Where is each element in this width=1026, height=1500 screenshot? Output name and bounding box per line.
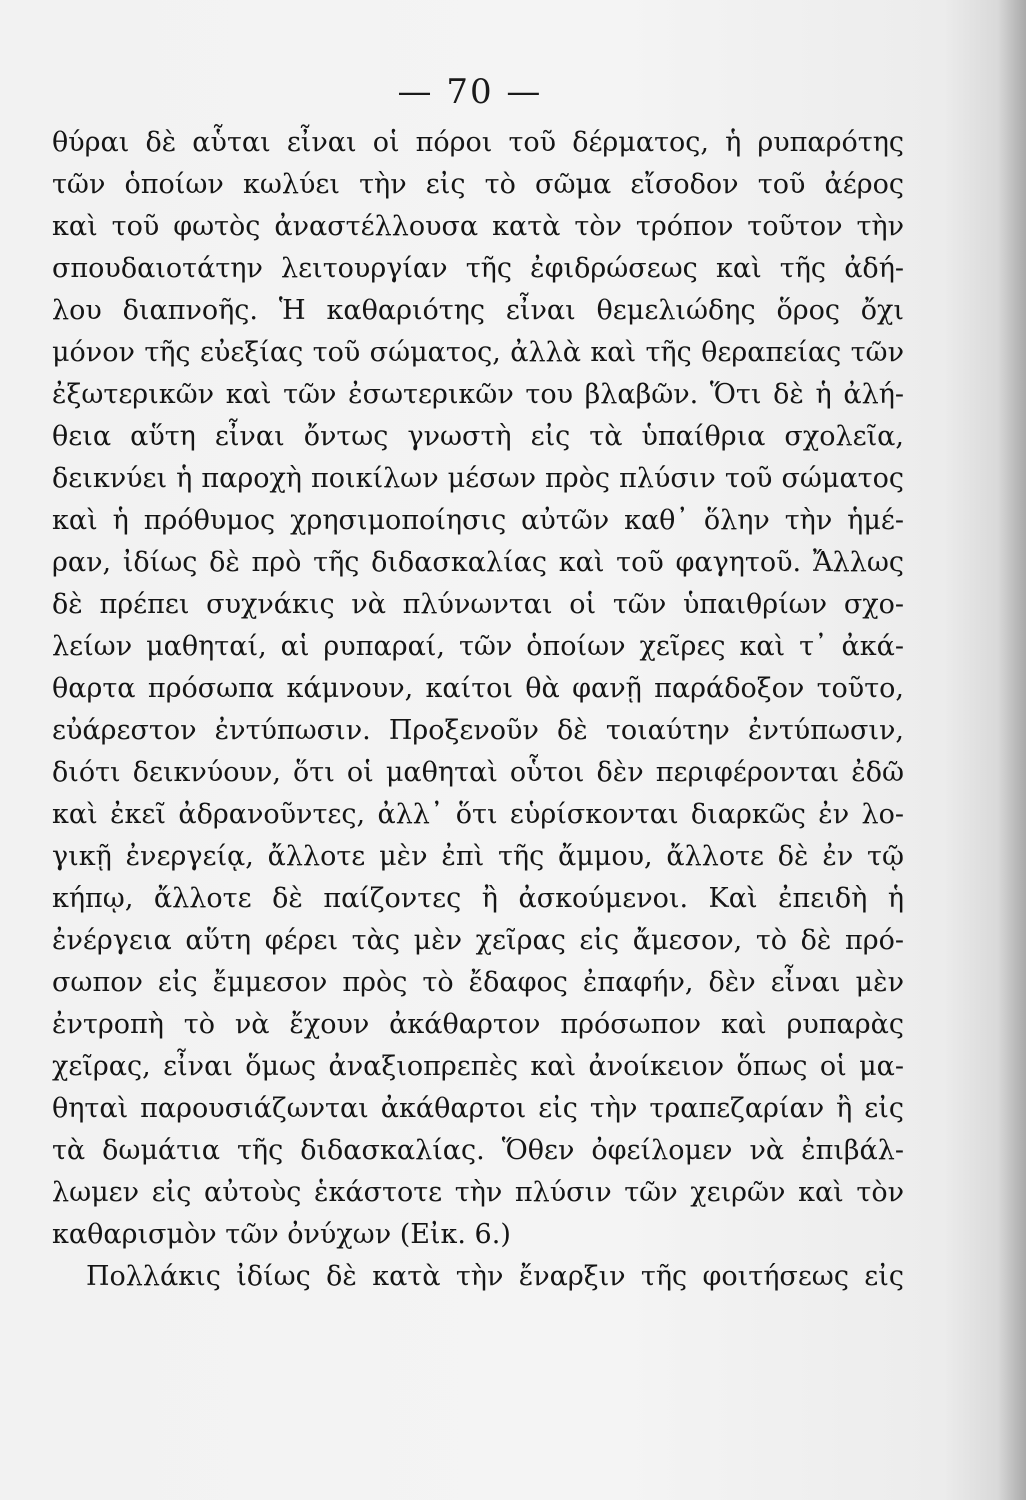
- text-line: ραν, ἰδίως δὲ πρὸ τῆς διδασκαλίας καὶ τοῦ φαγητοῦ. Ἄλλως: [52, 547, 904, 578]
- text-line: θηταὶ παρουσιάζωνται ἀκάθαρτοι εἰς τὴν τραπεζαρίαν ἢ εἰς: [52, 1093, 904, 1124]
- text-line: λου διαπνοῆς. Ἡ καθαριότης εἶναι θεμελιώδης ὅρος ὄχι: [52, 295, 904, 326]
- text-line: γικῇ ἐνεργείᾳ, ἄλλοτε μὲν ἐπὶ τῆς ἄμμου, ἄλλοτε δὲ ἐν τῷ: [52, 841, 904, 872]
- text-line: διότι δεικνύουν, ὅτι οἱ μαθηταὶ οὗτοι δὲν περιφέρονται ἐδῶ: [52, 757, 904, 788]
- text-line: θεια αὕτη εἶναι ὄντως γνωστὴ εἰς τὰ ὑπαίθρια σχολεῖα,: [52, 421, 904, 452]
- text-line: σωπον εἰς ἔμμεσον πρὸς τὸ ἔδαφος ἐπαφήν, δὲν εἶναι μὲν: [52, 967, 904, 998]
- text-line: δὲ πρέπει συχνάκις νὰ πλύνωνται οἱ τῶν ὑπαιθρίων σχο-: [52, 589, 904, 620]
- text-line: Πολλάκις ἰδίως δὲ κατὰ τὴν ἔναρξιν τῆς φοιτήσεως εἰς: [86, 1261, 904, 1292]
- text-line: κήπῳ, ἄλλοτε δὲ παίζοντες ἢ ἀσκούμενοι. Καὶ ἐπειδὴ ἡ: [52, 883, 904, 914]
- text-line: ἐξωτερικῶν καὶ τῶν ἐσωτερικῶν του βλαβῶν. Ὅτι δὲ ἡ ἀλή-: [52, 379, 904, 410]
- body-text: [52, 122, 904, 1298]
- text-line: μόνον τῆς εὐεξίας τοῦ σώματος, ἀλλὰ καὶ τῆς θεραπείας τῶν: [52, 337, 904, 368]
- text-line: δεικνύει ἡ παροχὴ ποικίλων μέσων πρὸς πλύσιν τοῦ σώματος: [52, 463, 904, 494]
- text-line: λείων μαθηταί, αἱ ρυπαραί, τῶν ὁποίων χεῖρες καὶ τ᾽ ἀκά-: [52, 631, 904, 662]
- text-line: καὶ ἐκεῖ ἀδρανοῦντες, ἀλλ᾽ ὅτι εὑρίσκονται διαρκῶς ἐν λο-: [52, 799, 904, 830]
- text-line: λωμεν εἰς αὐτοὺς ἑκάστοτε τὴν πλύσιν τῶν χειρῶν καὶ τὸν: [52, 1177, 904, 1208]
- text-line: τὰ δωμάτια τῆς διδασκαλίας. Ὅθεν ὀφείλομεν νὰ ἐπιβάλ-: [52, 1135, 904, 1166]
- text-line: ἐντροπὴ τὸ νὰ ἔχουν ἀκάθαρτον πρόσωπον καὶ ρυπαρὰς: [52, 1009, 904, 1040]
- text-line: θαρτα πρόσωπα κάμνουν, καίτοι θὰ φανῇ παράδοξον τοῦτο,: [52, 673, 904, 704]
- page-edge-shadow: [998, 0, 1026, 1500]
- text-line: θύραι δὲ αὗται εἶναι οἱ πόροι τοῦ δέρματος, ἡ ρυπαρότης: [52, 127, 904, 158]
- text-line: εὐάρεστον ἐντύπωσιν. Προξενοῦν δὲ τοιαύτην ἐντύπωσιν,: [52, 715, 904, 746]
- text-line: χεῖρας, εἶναι ὅμως ἀναξιοπρεπὲς καὶ ἀνοίκειον ὅπως οἱ μα-: [52, 1051, 904, 1082]
- text-line: καθαρισμὸν τῶν ὀνύχων (Εἰκ. 6.): [52, 1219, 511, 1250]
- text-line: καὶ τοῦ φωτὸς ἀναστέλλουσα κατὰ τὸν τρόπον τοῦτον τὴν: [52, 211, 904, 242]
- text-line: τῶν ὁποίων κωλύει τὴν εἰς τὸ σῶμα εἴσοδον τοῦ ἀέρος: [52, 169, 904, 200]
- text-line: ἐνέργεια αὕτη φέρει τὰς μὲν χεῖρας εἰς ἄμεσον, τὸ δὲ πρό-: [52, 925, 904, 956]
- page-number: — 70 —: [397, 72, 543, 112]
- text-line: καὶ ἡ πρόθυμος χρησιμοποίησις αὐτῶν καθ᾽ ὅλην τὴν ἡμέ-: [52, 505, 904, 536]
- text-line: σπουδαιοτάτην λειτουργίαν τῆς ἐφιδρώσεως καὶ τῆς ἀδή-: [52, 253, 904, 284]
